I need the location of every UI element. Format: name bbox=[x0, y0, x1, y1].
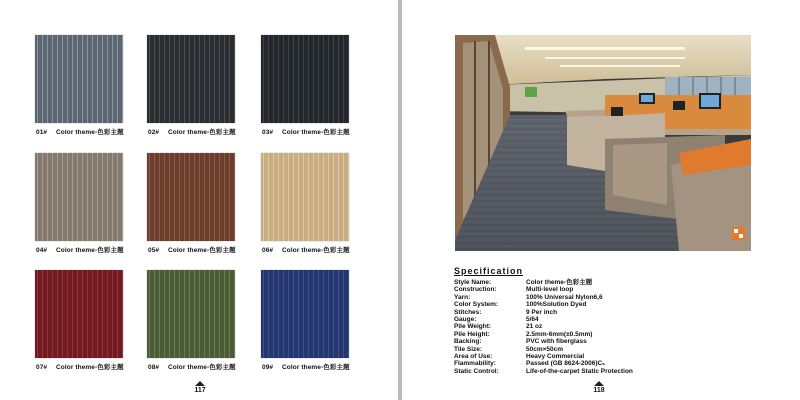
spec-value: Life-of-the-carpet Static Protection bbox=[526, 367, 633, 375]
swatch-number: 05# bbox=[148, 247, 160, 254]
spec-key: Construction: bbox=[454, 286, 497, 294]
swatch-caption bbox=[36, 245, 156, 254]
spec-key: Pile Weight: bbox=[454, 323, 492, 331]
swatch-4 bbox=[35, 153, 123, 241]
spec-value: 5/64 bbox=[526, 316, 539, 324]
spec-value: 9 Per inch bbox=[526, 308, 558, 316]
swatch-caption bbox=[262, 362, 382, 371]
spec-key: Tile Size: bbox=[454, 345, 483, 353]
page-number-left bbox=[185, 381, 215, 394]
swatch-2 bbox=[147, 35, 235, 123]
spec-row bbox=[454, 279, 633, 286]
swatch-caption bbox=[148, 362, 268, 371]
spec-value: 21 oz bbox=[526, 323, 543, 331]
spec-row bbox=[454, 346, 633, 353]
spec-row bbox=[454, 316, 633, 323]
spec-key: Yarn: bbox=[454, 293, 471, 301]
swatch-7 bbox=[35, 270, 123, 358]
right-page bbox=[402, 0, 800, 400]
spec-row bbox=[454, 286, 633, 293]
spec-key: Flammability: bbox=[454, 360, 496, 368]
spec-value: 100% Universal Nylon6,6 bbox=[526, 293, 603, 301]
swatch-3 bbox=[261, 35, 349, 123]
swatch-number: 01# bbox=[36, 129, 48, 136]
swatch-caption bbox=[262, 245, 382, 254]
swatch-6 bbox=[261, 153, 349, 241]
swatch-5 bbox=[147, 153, 235, 241]
spec-value: Color theme-色彩主题 bbox=[526, 279, 593, 286]
spec-key: Style Name: bbox=[454, 279, 492, 286]
swatch-number: 08# bbox=[148, 364, 160, 371]
spec-value: 100%Solution Dyed bbox=[526, 301, 587, 309]
spec-value: Multi-level loop bbox=[526, 286, 574, 294]
spec-key: Stitches: bbox=[454, 308, 482, 316]
spec-row bbox=[454, 338, 633, 345]
swatch-caption bbox=[148, 127, 268, 136]
swatch-label: Color theme-色彩主题 bbox=[282, 247, 350, 254]
spec-value: 50cm×50cm bbox=[526, 345, 564, 353]
swatch-number: 09# bbox=[262, 364, 274, 371]
spec-row bbox=[454, 353, 633, 360]
spec-key: Backing: bbox=[454, 338, 482, 346]
office-photo bbox=[455, 35, 751, 251]
swatch-caption bbox=[262, 127, 382, 136]
spec-value: PVC with fiberglass bbox=[526, 338, 587, 346]
spec-row bbox=[454, 368, 633, 375]
swatch-number: 02# bbox=[148, 129, 160, 136]
swatch-caption bbox=[148, 245, 268, 254]
spec-key: Static Control: bbox=[454, 367, 499, 375]
swatch-label: Color theme-色彩主题 bbox=[56, 129, 124, 136]
spec-row bbox=[454, 309, 633, 316]
swatch-number: 03# bbox=[262, 129, 274, 136]
spec-row bbox=[454, 360, 633, 367]
swatch-9 bbox=[261, 270, 349, 358]
swatch-8 bbox=[147, 270, 235, 358]
spec-key: Area of Use: bbox=[454, 353, 493, 361]
spec-row bbox=[454, 301, 633, 308]
swatch-label: Color theme-色彩主题 bbox=[168, 129, 236, 136]
swatch-number: 04# bbox=[36, 247, 48, 254]
spec-value: Heavy Commercial bbox=[526, 353, 585, 361]
swatch-caption bbox=[36, 127, 156, 136]
spec-value: Passed (GB 8624-2006)Cₛ bbox=[526, 360, 605, 368]
swatch-number: 06# bbox=[262, 247, 274, 254]
swatch-label: Color theme-色彩主题 bbox=[168, 364, 236, 371]
spec-title: Specification bbox=[454, 266, 524, 276]
page-marker-icon bbox=[195, 381, 205, 386]
swatch-label: Color theme-色彩主题 bbox=[282, 364, 350, 371]
page-marker-icon bbox=[594, 381, 604, 386]
spec-table bbox=[454, 279, 633, 375]
spec-row bbox=[454, 294, 633, 301]
spec-key: Pile Height: bbox=[454, 330, 490, 338]
swatch-label: Color theme-色彩主题 bbox=[56, 247, 124, 254]
page-number-text: 117 bbox=[194, 387, 206, 394]
page-number-text: 118 bbox=[593, 387, 605, 394]
swatch-number: 07# bbox=[36, 364, 48, 371]
spec-row bbox=[454, 331, 633, 338]
swatch-label: Color theme-色彩主题 bbox=[282, 129, 350, 136]
page-number-right bbox=[584, 381, 614, 394]
swatch-label: Color theme-色彩主题 bbox=[168, 247, 236, 254]
spec-value: 2.5mm-6mm(±0.5mm) bbox=[526, 330, 593, 338]
spec-key: Color System: bbox=[454, 301, 499, 309]
left-page bbox=[0, 0, 398, 400]
spec-row bbox=[454, 323, 633, 330]
swatch-label: Color theme-色彩主题 bbox=[56, 364, 124, 371]
swatch-caption bbox=[36, 362, 156, 371]
swatch-1 bbox=[35, 35, 123, 123]
spec-key: Gauge: bbox=[454, 316, 477, 324]
